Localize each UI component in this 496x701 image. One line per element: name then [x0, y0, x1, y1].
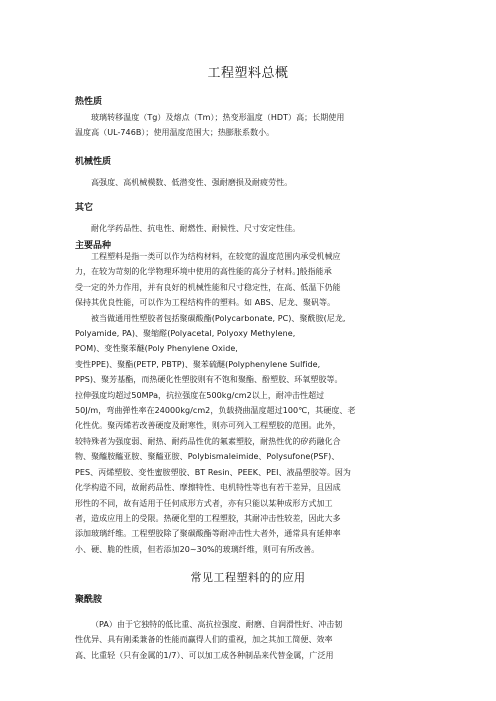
section-heading-main-varieties: 主要品种 — [75, 241, 112, 251]
text-line: 力，在较为苛刻的化学物理环境中使用的高性能的高分子材料。]般指能承 — [75, 267, 332, 277]
text-line: 化学构造不同，故耐药品性、摩擦特性、电机特性等也有若干差异，且因成 — [75, 483, 341, 493]
section-body-thermal — [75, 110, 433, 141]
text-line: 形性的不同，故有适用于任何成形方式者，亦有只能以某种成形方式加工 — [75, 498, 333, 508]
text-line: 较特殊者为强度弱、耐热、耐药品性优的氟素塑胶，耐热性优的矽药融化合 — [75, 436, 341, 446]
section-heading-other: 其它 — [75, 203, 94, 213]
text-line: 化性优。聚丙烯若改善硬度及耐寒性，则亦可列入工程塑胶的范围。此外， — [75, 421, 341, 431]
text-line: 添加玻璃纤维。工程塑胶除了聚碳酸酯等耐冲击性大者外，通常具有延伸率 — [75, 529, 341, 539]
text-line: 玻璃转移温度（Tg）及熔点（Tm）；热变形温度（HDT）高；长期使用 — [91, 113, 345, 122]
section-body-main-varieties — [75, 249, 433, 557]
document-title: 工程塑料总概 — [207, 66, 289, 81]
text-line: 性优异、具有刚柔兼备的性能而赢得人们的重视，加之其加工简便、效率 — [75, 635, 333, 645]
text-line: 温度高（UL-746B）；使用温度范围大；热膨胀系数小。 — [75, 128, 275, 138]
section-heading-polyamide: 聚酰胺 — [75, 595, 103, 605]
text-line: 受一定的外力作用，并有良好的机械性能和尺寸稳定性，在高、低温下仍能 — [75, 282, 341, 292]
text-line: POM)、变性聚苯醚(Poly Phenylene Oxide, — [75, 344, 238, 354]
text-line: 高、比重轻（只有金属的1/7）、可以加工成各种制品来代替金属，广泛用 — [75, 650, 334, 660]
text-line: 高强度、高机械模数、低潜变性、强耐磨损及耐疲劳性。 — [91, 178, 293, 187]
text-line: 50J/m，弯曲弹性率在24000kg/cm2，负载挠曲温度超过100℃，其硬度、老 — [75, 406, 356, 416]
text-line: 小、硬、脆的性质，但若添加20~30%的玻璃纤维，则可有所改善。 — [75, 544, 320, 554]
text-line: 被当做通用性塑胶者包括聚碳酸酯(Polycarbonate, PC)、聚酰胺(尼龙, — [91, 313, 346, 323]
text-line: PPS)、聚芳基酯，而热硬化性塑胶则有不饱和聚酯、酚塑胶、环氧塑胶等。 — [75, 375, 343, 385]
section-body-mechanical — [75, 175, 433, 190]
text-line: Polyamide, PA)、聚缩醛(Polyacetal, Polyoxy Methylene, — [75, 329, 296, 339]
text-line: 物、聚醯胺醯亚胺、聚醯亚胺、Polybismaleimide、Polysufone(PSF)、 — [75, 452, 340, 462]
text-line: 拉伸强度均超过50MPa，抗拉强度在500kg/cm2以上，耐冲击性超过 — [75, 390, 325, 400]
section-body-polyamide — [75, 617, 433, 663]
section-heading-thermal: 热性质 — [75, 97, 103, 107]
section-body-other — [75, 221, 433, 236]
text-line: 保持其优良性能，可以作为工程结构件的塑料。如 ABS、尼龙、聚矾等。 — [75, 298, 336, 308]
section-subtitle: 常见工程塑料的的应用 — [190, 571, 306, 584]
text-line: 变性PPE)、聚酯(PETP, PBTP)、聚苯硫醚(Polyphenylene Sulfide, — [75, 359, 321, 369]
text-line: 者，造成应用上的受限。热硬化型的工程塑胶，其耐冲击性较差，因此大多 — [75, 513, 341, 523]
text-line: （PA）由于它独特的低比重、高抗拉强度、耐磨、自润滑性好、冲击韧 — [91, 620, 343, 629]
section-heading-mechanical: 机械性质 — [75, 157, 112, 167]
text-line: PES、丙烯塑胶、变性蜜胺塑胶、BT Resin、PEEK、PEI、液晶塑胶等。因为 — [75, 467, 351, 477]
text-line: 工程塑料是指一类可以作为结构材料，在较宽的温度范围内承受机械应 — [91, 252, 341, 261]
text-line: 耐化学药品性、抗电性、耐燃性、耐候性、尺寸安定性佳。 — [91, 224, 301, 233]
